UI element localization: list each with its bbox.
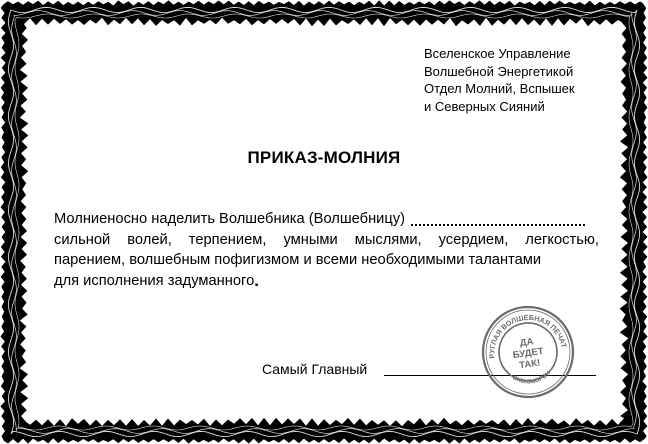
seal-ring-top-text: КРУГЛАЯ ВОЛШЕБНАЯ ПЕЧАТЬ	[487, 312, 569, 359]
seal-center-line-3: ТАК!	[518, 357, 541, 372]
body-word: мыслями,	[354, 231, 422, 248]
body-word: легкостью,	[525, 231, 599, 248]
header-line-4: и Северных Сияний	[424, 98, 545, 114]
body-period: .	[254, 270, 259, 290]
body-word: усердием,	[438, 231, 509, 248]
body-line-1	[54, 209, 599, 230]
order-body	[54, 209, 599, 291]
seal-center-line-2: БУДЕТ	[512, 345, 545, 362]
body-word: умными	[283, 231, 338, 248]
round-seal-stamp	[480, 304, 576, 400]
document-title: ПРИКАЗ-МОЛНИЯ	[247, 148, 401, 167]
body-line-4-text: для исполнения задуманного	[54, 272, 255, 289]
header-line-3: Отдел Молний, Вспышек	[424, 81, 575, 96]
body-line-2	[54, 230, 599, 251]
body-line-3-text: парением, волшебным пофигизмом и всеми необходимыми талантами	[54, 252, 542, 268]
name-blank-dots	[411, 209, 585, 226]
signature-label: Самый Главный	[262, 361, 368, 377]
body-line-3	[54, 250, 599, 271]
seal-center-line-1: ДА	[519, 336, 535, 349]
body-word: терпением,	[188, 231, 267, 248]
seal-ring-bottom-text: ОКСЮМОРОН	[511, 369, 553, 386]
body-word: волей,	[127, 231, 172, 248]
header-line-1: Вселенское Управление	[424, 46, 571, 61]
body-word: сильной	[54, 231, 111, 248]
body-line-1-text: Молниеносно наделить Волшебника (Волшебницу)	[54, 211, 406, 227]
header-line-2: Волшебной Энергетикой	[424, 63, 574, 79]
header-organization	[424, 45, 624, 115]
body-line-4	[54, 271, 599, 292]
